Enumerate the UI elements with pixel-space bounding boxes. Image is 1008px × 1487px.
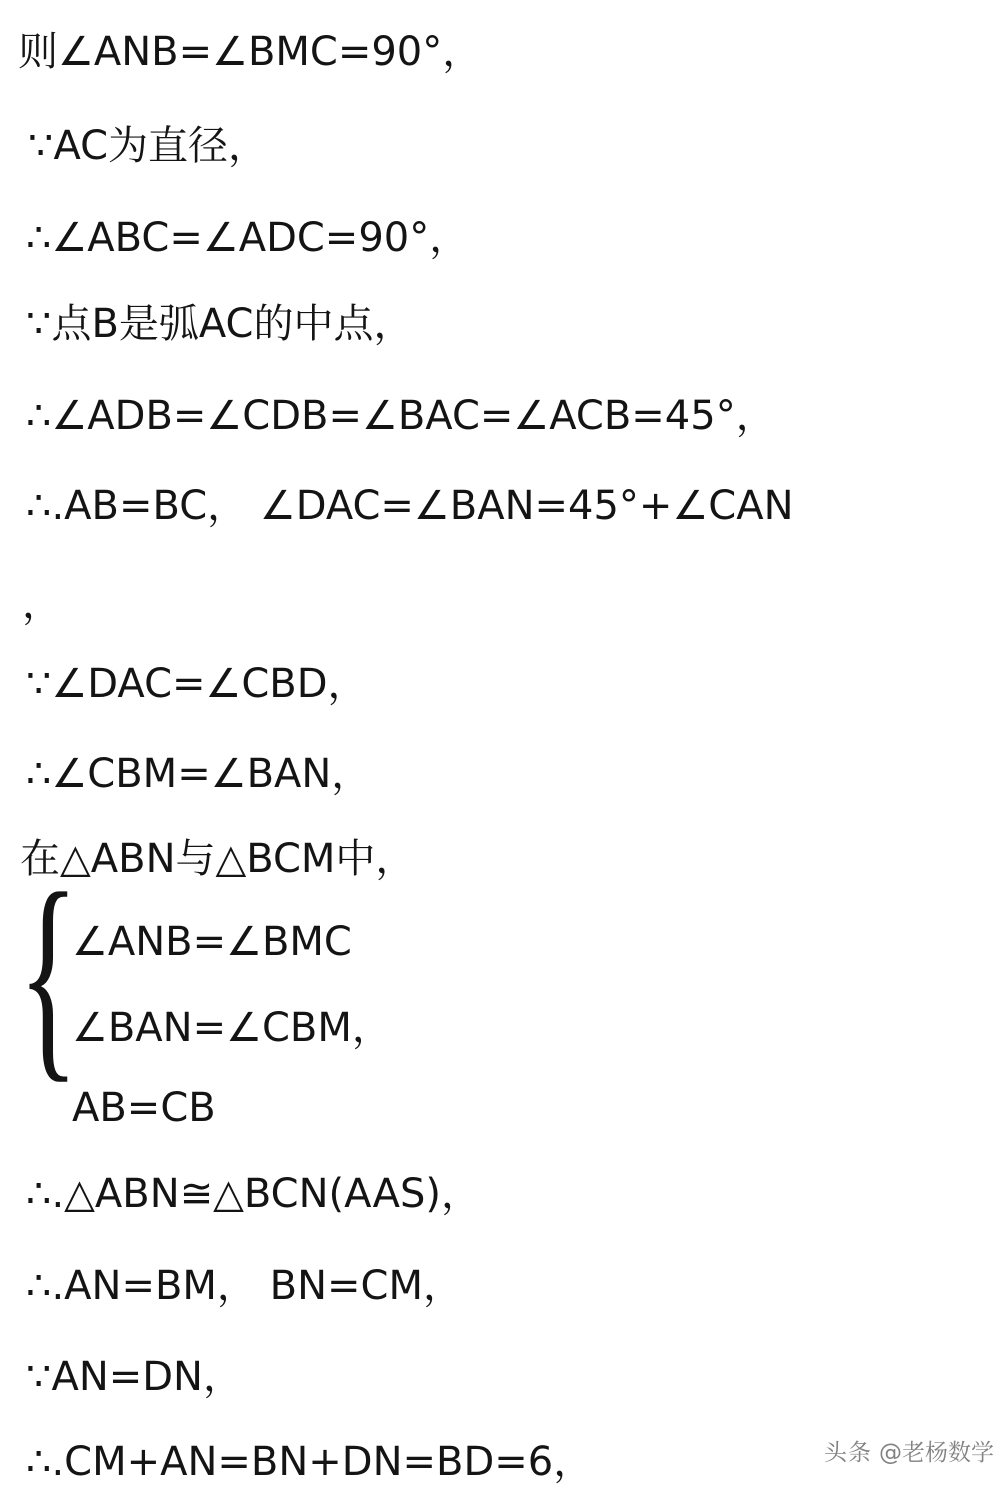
solution-line: ∴.CM+AN=BN+DN=BD=6，: [26, 1439, 594, 1485]
solution-line: ∵AC为直径，: [28, 123, 269, 169]
watermark: [824, 1434, 994, 1467]
watermark-text: @老杨数学: [879, 1440, 994, 1466]
solution-line: ∴∠ADB=∠CDB=∠BAC=∠ACB=45°，: [26, 393, 776, 439]
solution-line: ∴∠ABC=∠ADC=90°，: [26, 215, 470, 261]
solution-line: ∴.AN=BM， BN=CM，: [26, 1263, 463, 1309]
solution-line: ∵点B是弧AC的中点，: [26, 301, 414, 347]
solution-line: ∴.△ABN≅△BCN(AAS)，: [26, 1171, 481, 1217]
brace-item: AB=CB: [72, 1084, 216, 1131]
solution-line: ∵AN=DN，: [26, 1354, 243, 1400]
brace-item: ∠ANB=∠BMC: [72, 918, 352, 965]
solution-line: ，: [22, 581, 62, 627]
watermark-logo: 头条: [824, 1440, 872, 1466]
solution-line: ∵∠DAC=∠CBD，: [26, 661, 368, 707]
solution-line: 则∠ANB=∠BMC=90°，: [18, 29, 483, 75]
brace-item: ∠BAN=∠CBM，: [72, 1005, 392, 1051]
solution-line: ∴.AB=BC， ∠DAC=∠BAN=45°+∠CAN: [26, 483, 794, 529]
solution-line: ∴∠CBM=∠BAN，: [26, 751, 372, 797]
brace-items: [66, 900, 392, 1149]
solution-line: 在△ABN与△BCM中，: [20, 836, 416, 882]
left-curly-brace: {: [18, 846, 79, 1101]
